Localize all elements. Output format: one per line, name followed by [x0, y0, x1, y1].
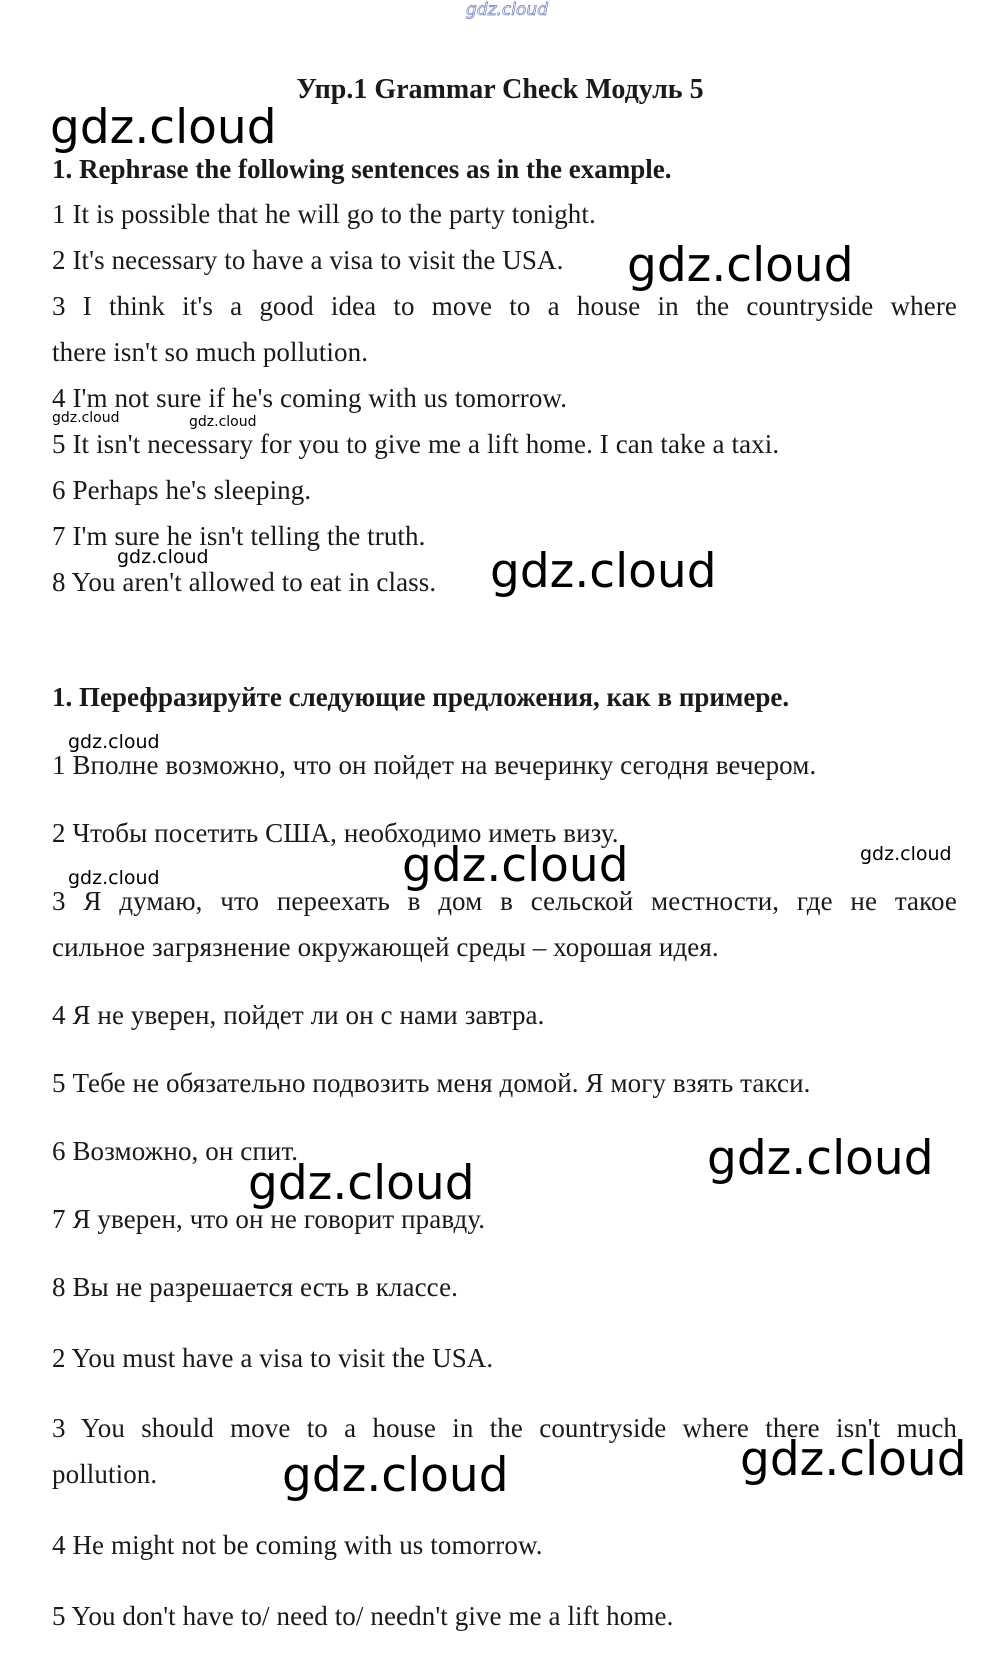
watermark: gdz.cloud	[52, 410, 120, 426]
russian-line-7: 7 Я уверен, что он не говорит правду.	[52, 1204, 486, 1234]
russian-line-2: 2 Чтобы посетить США, необходимо иметь визу.	[52, 818, 619, 848]
watermark-top: gdz.cloud	[466, 0, 548, 20]
english-line-8: 8 You aren't allowed to eat in class.	[52, 567, 437, 597]
answer-line-4: 4 He might not be coming with us tomorrow.	[52, 1530, 543, 1560]
english-heading: 1. Rephrase the following sentences as in the example.	[52, 154, 672, 184]
english-line-7: 7 I'm sure he isn't telling the truth.	[52, 521, 426, 551]
answer-line-3-cont: pollution.	[52, 1459, 158, 1489]
watermark: gdz.cloud	[402, 838, 629, 893]
english-line-3-cont: there isn't so much pollution.	[52, 337, 369, 367]
watermark: gdz.cloud	[68, 867, 160, 889]
answer-line-3: 3 You should move to a house in the countryside where there isn't much	[52, 1413, 957, 1443]
watermark: gdz.cloud	[50, 100, 277, 155]
russian-line-6: 6 Возможно, он спит.	[52, 1136, 299, 1166]
answer-line-5: 5 You don't have to/ need to/ needn't give me a lift home.	[52, 1601, 674, 1631]
english-line-1: 1 It is possible that he will go to the party tonight.	[52, 199, 596, 229]
watermark: gdz.cloud	[117, 546, 209, 568]
english-line-3: 3 I think it's a good idea to move to a house in the countryside where	[52, 291, 957, 321]
watermark: gdz.cloud	[282, 1448, 509, 1503]
russian-line-4: 4 Я не уверен, пойдет ли он с нами завтра.	[52, 1000, 545, 1030]
russian-line-8: 8 Вы не разрешается есть в классе.	[52, 1272, 459, 1302]
page-title: Упр.1 Grammar Check Модуль 5	[296, 74, 704, 105]
english-line-5: 5 It isn't necessary for you to give me a lift home. I can take a taxi.	[52, 429, 780, 459]
watermark: gdz.cloud	[627, 238, 854, 293]
watermark: gdz.cloud	[189, 414, 257, 430]
russian-line-1: 1 Вполне возможно, что он пойдет на вечеринку сегодня вечером.	[52, 750, 817, 780]
english-line-6: 6 Perhaps he's sleeping.	[52, 475, 312, 505]
watermark: gdz.cloud	[707, 1131, 934, 1186]
russian-heading: 1. Перефразируйте следующие предложения, как в примере.	[52, 682, 790, 712]
watermark: gdz.cloud	[248, 1156, 475, 1211]
russian-line-3-cont: сильное загрязнение окружающей среды – хорошая идея.	[52, 932, 719, 962]
watermark: gdz.cloud	[860, 843, 952, 865]
answer-line-2: 2 You must have a visa to visit the USA.	[52, 1343, 494, 1373]
russian-line-3: 3 Я думаю, что переехать в дом в сельской местности, где не такое	[52, 886, 957, 916]
english-line-4: 4 I'm not sure if he's coming with us tomorrow.	[52, 383, 568, 413]
russian-line-5: 5 Тебе не обязательно подвозить меня домой. Я могу взять такси.	[52, 1068, 811, 1098]
watermark: gdz.cloud	[740, 1432, 967, 1487]
english-line-2: 2 It's necessary to have a visa to visit the USA.	[52, 245, 564, 275]
watermark: gdz.cloud	[68, 731, 160, 753]
watermark: gdz.cloud	[490, 544, 717, 599]
